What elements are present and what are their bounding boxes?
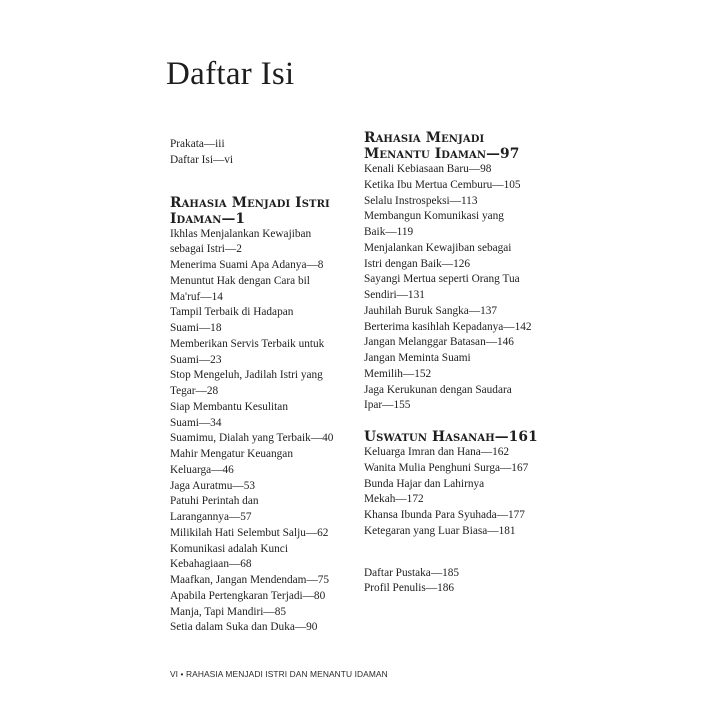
toc-entry-line: Suami—23 xyxy=(170,353,222,366)
toc-right-column xyxy=(364,130,544,597)
toc-entry-line: Mekah—172 xyxy=(364,493,424,506)
toc-entry-line: Suami—34 xyxy=(170,416,222,429)
toc-entry-line: Milikilah Hati Selembut Salju—62 xyxy=(170,526,329,539)
toc-entry-line: Bunda Hajar dan Lahirnya xyxy=(364,477,485,490)
toc-entry-list xyxy=(170,227,345,637)
toc-entry-line: Ma'ruf—14 xyxy=(170,290,223,303)
toc-entry[interactable] xyxy=(364,477,544,509)
page-footer: VI • RAHASIA MENJADI ISTRI DAN MENANTU IDAMAN xyxy=(170,669,388,679)
toc-entry-line: Jaga Auratmu—53 xyxy=(170,479,256,492)
toc-entry-list xyxy=(364,162,544,414)
toc-entry[interactable] xyxy=(170,479,345,495)
toc-entry-line: Menerima Suami Apa Adanya—8 xyxy=(170,259,324,271)
toc-entry[interactable] xyxy=(170,494,345,526)
toc-entry-line: Kebahagiaan—68 xyxy=(170,558,252,571)
toc-entry-line: Selalu Instrospeksi—113 xyxy=(364,194,478,207)
toc-entry-line: Siap Membantu Kesulitan xyxy=(170,400,288,413)
toc-entry-line: Maafkan, Jangan Mendendam—75 xyxy=(170,574,330,586)
toc-left-column xyxy=(170,137,345,636)
toc-entry[interactable] xyxy=(364,178,544,194)
toc-entry-line: Sendiri—131 xyxy=(364,289,425,301)
section-title-istri-idaman[interactable]: Rahasia Menjadi Istri Idaman—1 xyxy=(170,194,330,227)
toc-entry[interactable] xyxy=(364,194,544,210)
toc-entry-line: sebagai Istri—2 xyxy=(170,243,242,256)
toc-entry-line: Menjalankan Kewajiban sebagai xyxy=(364,241,512,254)
toc-entry-line: Larangannya—57 xyxy=(170,511,252,523)
section-title-menantu-idaman[interactable]: Rahasia Menjadi Menantu Idaman—97 xyxy=(364,130,520,162)
toc-entry-line: Stop Mengeluh, Jadilah Istri yang xyxy=(170,369,323,382)
toc-entry-line: Kenali Kebiasaan Baru—98 xyxy=(364,163,492,175)
toc-entry[interactable] xyxy=(170,605,345,621)
toc-entry-line: Setia dalam Suka dan Duka—90 xyxy=(170,621,318,634)
toc-entry-line: Ikhlas Menjalankan Kewajiban xyxy=(170,227,312,240)
toc-entry[interactable] xyxy=(364,209,544,241)
toc-entry-daftar-pustaka[interactable]: Daftar Pustaka—185 xyxy=(364,566,460,579)
toc-entry-line: Khansa Ibunda Para Syuhada—177 xyxy=(364,509,525,521)
toc-entry-line: Jangan Meminta Suami xyxy=(364,352,471,364)
toc-entry-line: Keluarga—46 xyxy=(170,463,234,476)
toc-entry[interactable] xyxy=(364,272,544,304)
back-matter-list xyxy=(364,566,544,598)
toc-entry[interactable] xyxy=(170,227,345,259)
toc-entry-line: Mahir Mengatur Keuangan xyxy=(170,448,293,460)
toc-entry-line: Baik—119 xyxy=(364,226,414,238)
toc-entry-line: Menuntut Hak dengan Cara bil xyxy=(170,274,310,287)
toc-entry-line: Memberikan Servis Terbaik untuk xyxy=(170,337,325,350)
toc-entry[interactable] xyxy=(364,524,544,540)
toc-entry-line: Ipar—155 xyxy=(364,399,411,412)
toc-entry[interactable] xyxy=(170,447,345,479)
toc-entry[interactable] xyxy=(364,351,544,383)
toc-entry-line: Manja, Tapi Mandiri—85 xyxy=(170,605,287,618)
toc-entry[interactable] xyxy=(364,508,544,524)
toc-entry-line: Ketegaran yang Luar Biasa—181 xyxy=(364,524,516,537)
toc-entry-line: Membangun Komunikasi yang xyxy=(364,210,504,223)
toc-entry[interactable] xyxy=(170,337,345,369)
toc-entry-daftar-isi[interactable]: Daftar Isi—vi xyxy=(170,153,234,166)
toc-entry[interactable] xyxy=(170,305,345,337)
front-matter-list xyxy=(170,137,345,169)
toc-entry[interactable] xyxy=(364,445,544,461)
toc-entry-line: Komunikasi adalah Kunci xyxy=(170,542,288,555)
toc-entry[interactable] xyxy=(170,274,345,306)
toc-entry[interactable] xyxy=(170,258,345,274)
toc-entry-line: Ketika Ibu Mertua Cemburu—105 xyxy=(364,178,521,191)
toc-entry[interactable] xyxy=(364,461,544,477)
toc-entry-line: Patuhi Perintah dan xyxy=(170,495,259,508)
toc-entry-prakata[interactable]: Prakata—iii xyxy=(170,138,225,150)
page-title: Daftar Isi xyxy=(166,56,295,92)
toc-entry-line: Jauhilah Buruk Sangka—137 xyxy=(364,304,498,317)
toc-entry-profil-penulis[interactable]: Profil Penulis—186 xyxy=(364,582,455,595)
toc-entry[interactable] xyxy=(364,335,544,351)
toc-entry[interactable] xyxy=(364,383,544,415)
toc-entry[interactable] xyxy=(364,304,544,320)
toc-entry-line: Tegar—28 xyxy=(170,385,219,397)
toc-entry-line: Suamimu, Dialah yang Terbaik—40 xyxy=(170,432,334,445)
toc-entry[interactable] xyxy=(364,320,544,336)
toc-entry-line: Apabila Pertengkaran Terjadi—80 xyxy=(170,589,326,602)
toc-entry-line: Memilih—152 xyxy=(364,367,432,380)
toc-entry-line: Keluarga Imran dan Hana—162 xyxy=(364,446,510,458)
toc-entry-line: Sayangi Mertua seperti Orang Tua xyxy=(364,273,520,286)
toc-entry[interactable] xyxy=(170,526,345,542)
toc-entry[interactable] xyxy=(170,542,345,574)
toc-entry-line: Suami—18 xyxy=(170,322,222,334)
toc-entry[interactable] xyxy=(170,589,345,605)
toc-entry-list xyxy=(364,445,544,540)
toc-entry[interactable] xyxy=(364,241,544,273)
toc-entry[interactable] xyxy=(170,620,345,636)
toc-entry[interactable] xyxy=(170,573,345,589)
toc-entry-line: Tampil Terbaik di Hadapan xyxy=(170,306,294,319)
toc-entry[interactable] xyxy=(170,368,345,400)
toc-entry-line: Berterima kasihlah Kepadanya—142 xyxy=(364,320,532,333)
toc-entry-line: Jangan Melanggar Batasan—146 xyxy=(364,336,514,349)
toc-entry-line: Jaga Kerukunan dengan Saudara xyxy=(364,383,512,396)
toc-entry[interactable] xyxy=(170,431,345,447)
toc-entry[interactable] xyxy=(170,400,345,432)
toc-entry[interactable] xyxy=(364,162,544,178)
section-title-uswatun-hasanah[interactable]: Uswatun Hasanah—161 xyxy=(364,429,538,445)
toc-entry-line: Wanita Mulia Penghuni Surga—167 xyxy=(364,461,529,474)
toc-entry-line: Istri dengan Baik—126 xyxy=(364,257,471,270)
